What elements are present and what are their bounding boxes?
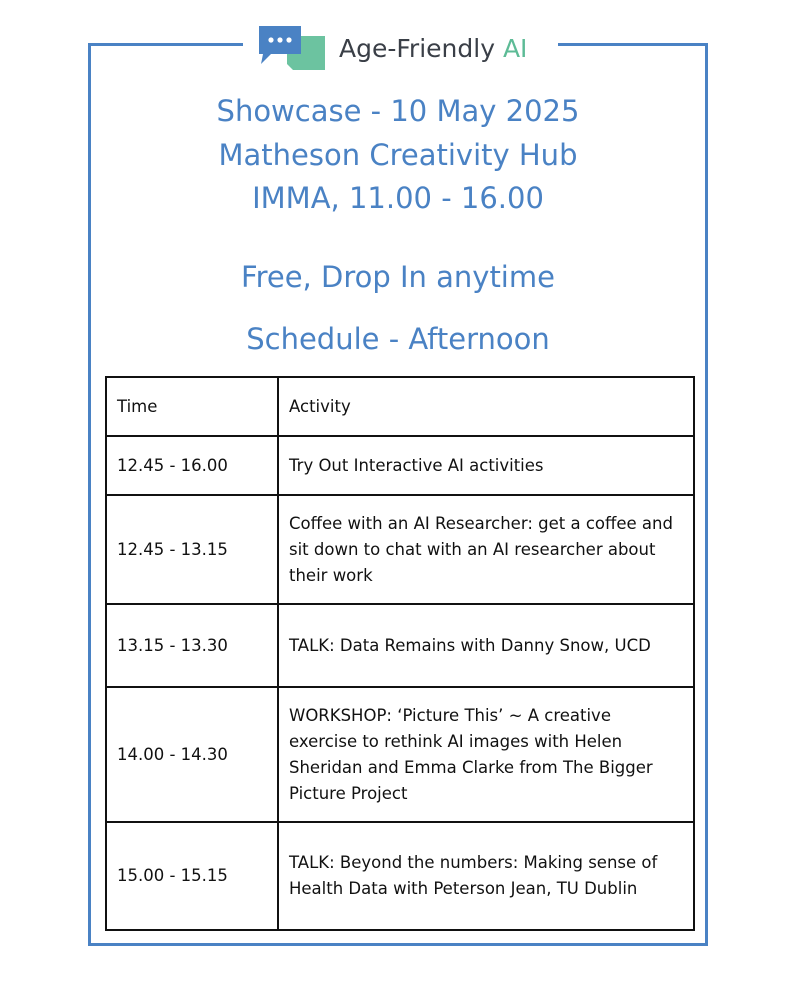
schedule-table: [105, 376, 695, 931]
table-row: [106, 822, 694, 930]
row-activity: Try Out Interactive AI activities: [278, 436, 694, 495]
row-time: 12.45 - 13.15: [106, 495, 278, 604]
row-time: 12.45 - 16.00: [106, 436, 278, 495]
brand-name: [339, 34, 527, 63]
row-activity: Coffee with an AI Researcher: get a coffee and sit down to chat with an AI researcher about their work: [278, 495, 694, 604]
row-time: 13.15 - 13.30: [106, 604, 278, 687]
logo: [243, 20, 558, 76]
chat-bubbles-icon: [257, 24, 327, 74]
event-title: Showcase - 10 May 2025: [216, 94, 580, 128]
row-activity: WORKSHOP: ‘Picture This’ ~ A creative exercise to rethink AI images with Helen Sheridan and Emma Clarke from The Bigger Picture Project: [278, 687, 694, 822]
table-row: [106, 687, 694, 822]
table-row: [106, 436, 694, 495]
row-time: 15.00 - 15.15: [106, 822, 278, 930]
event-admission: Free, Drop In anytime: [241, 260, 555, 294]
table-row: [106, 495, 694, 604]
event-venue: Matheson Creativity Hub: [218, 138, 578, 172]
header-time: Time: [106, 377, 278, 436]
row-time: 14.00 - 14.30: [106, 687, 278, 822]
row-activity: TALK: Data Remains with Danny Snow, UCD: [278, 604, 694, 687]
row-activity: TALK: Beyond the numbers: Making sense of Health Data with Peterson Jean, TU Dublin: [278, 822, 694, 930]
schedule-title: Schedule - Afternoon: [246, 322, 550, 356]
table-row: [106, 604, 694, 687]
table-header-row: [106, 377, 694, 436]
brand-name-accent: AI: [502, 34, 528, 63]
header-activity: Activity: [278, 377, 694, 436]
brand-name-main: Age-Friendly: [339, 34, 503, 63]
event-location-time: IMMA, 11.00 - 16.00: [252, 181, 544, 215]
